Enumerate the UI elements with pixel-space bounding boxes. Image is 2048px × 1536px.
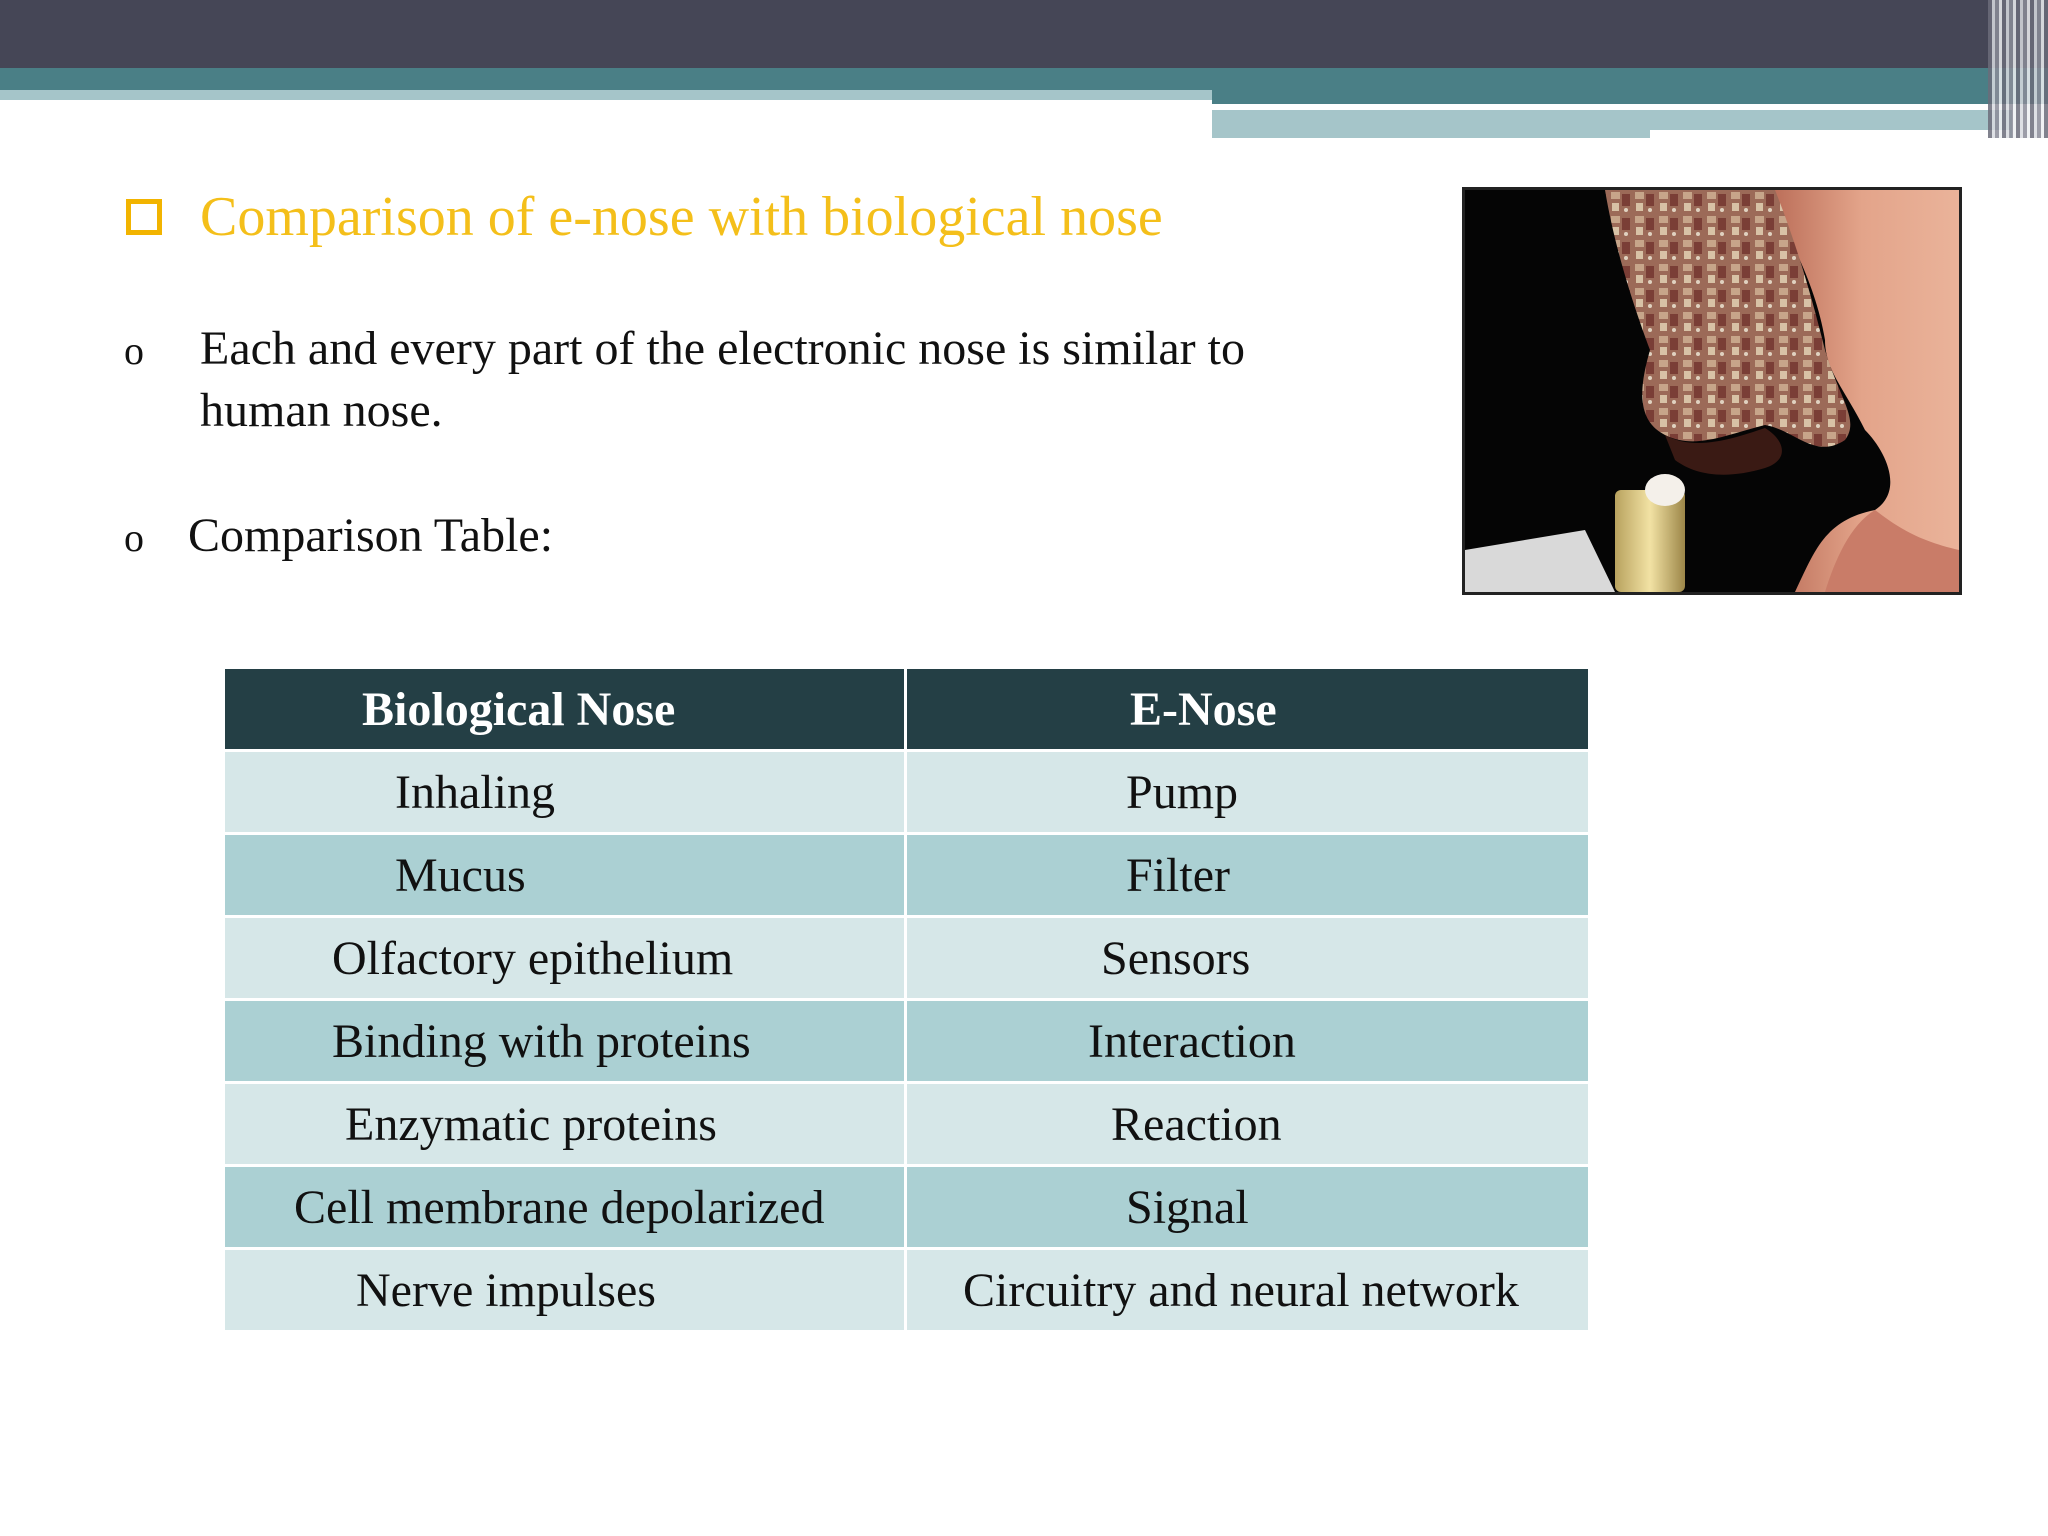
bullet-item-1 <box>124 318 1364 442</box>
table-header-enose: E-Nose <box>906 668 1590 751</box>
electronic-nose-photo <box>1462 187 1962 595</box>
slide-title: Comparison of e-nose with biological nose <box>200 186 1163 248</box>
table-cell: Inhaling <box>224 751 906 834</box>
table-row <box>224 1083 1590 1166</box>
header-stripes <box>1988 0 2048 138</box>
table-cell: Enzymatic proteins <box>224 1083 906 1166</box>
table-row <box>224 834 1590 917</box>
table-cell: Olfactory epithelium <box>224 917 906 1000</box>
bullet-line: human nose. <box>200 384 443 437</box>
table-cell: Signal <box>906 1166 1590 1249</box>
table-cell: Nerve impulses <box>224 1249 906 1332</box>
table-header-biological: Biological Nose <box>224 668 906 751</box>
header-band-dark <box>0 0 2048 68</box>
bullet-marker: o <box>124 328 144 373</box>
table-row <box>224 1249 1590 1332</box>
table-cell: Sensors <box>906 917 1590 1000</box>
header-band-right <box>1212 90 2048 104</box>
slide-title-row <box>126 182 1163 252</box>
bullet-marker: o <box>124 515 144 560</box>
bullet-line: Each and every part of the electronic nose is similar to <box>200 322 1245 375</box>
table-row <box>224 1000 1590 1083</box>
table-cell: Filter <box>906 834 1590 917</box>
table-cell: Reaction <box>906 1083 1590 1166</box>
header-band-teal <box>0 68 2048 90</box>
table-cell: Cell membrane depolarized <box>224 1166 906 1249</box>
comparison-table <box>222 666 1591 1333</box>
table-header-row <box>224 668 1590 751</box>
table-row <box>224 1166 1590 1249</box>
bullet-item-2 <box>124 505 553 571</box>
table-cell: Interaction <box>906 1000 1590 1083</box>
table-cell: Pump <box>906 751 1590 834</box>
table-cell: Circuitry and neural network <box>906 1249 1590 1332</box>
checkbox-bullet-icon <box>126 199 162 235</box>
bullet-text: Comparison Table: <box>188 509 554 562</box>
table-row <box>224 917 1590 1000</box>
table-row <box>224 751 1590 834</box>
nose-illustration <box>1465 190 1959 592</box>
bullet-text <box>200 318 1245 442</box>
header-band-right-line <box>1650 130 2010 138</box>
table-cell: Mucus <box>224 834 906 917</box>
table-cell: Binding with proteins <box>224 1000 906 1083</box>
header-band-light <box>0 90 1212 100</box>
